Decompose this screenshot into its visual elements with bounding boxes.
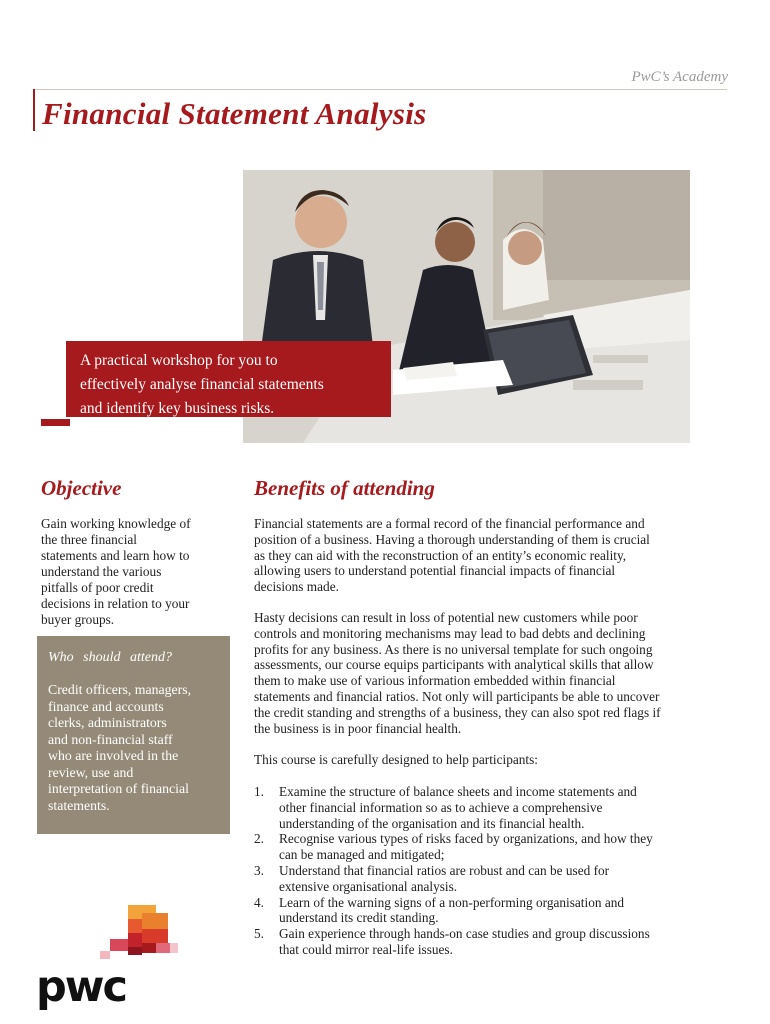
- benefits-line: as they can aid with the reconstruction of an entity’s economic reality,: [254, 547, 627, 563]
- list-item: [254, 784, 740, 831]
- list-item-line: other financial information so as to achieve a comprehensive: [279, 799, 603, 815]
- benefits-line: This course is carefully designed to help participants:: [254, 752, 538, 767]
- list-item: [254, 895, 740, 927]
- benefits-heading: Benefits of attending: [254, 476, 435, 500]
- benefits-line: Financial statements are a formal record of the financial performance and: [254, 516, 645, 531]
- tagline-line: A practical workshop for you to: [80, 352, 278, 369]
- list-item: [254, 926, 740, 958]
- list-item: [254, 831, 740, 863]
- header-rule: [33, 89, 727, 90]
- list-item-number: 1.: [254, 784, 264, 799]
- header-accent-bar: [33, 89, 35, 131]
- objective-line: understand the various: [41, 564, 162, 579]
- tagline-line: effectively analyse financial statements: [80, 376, 324, 393]
- who-line: who are involved in the: [48, 748, 179, 763]
- benefits-line: them to make use of various information embedded within financial: [254, 673, 616, 689]
- list-item-line: Learn of the warning signs of a non-performing organisation and: [279, 894, 625, 910]
- list-item-number: 5.: [254, 926, 264, 942]
- objective-line: Gain working knowledge of: [41, 516, 191, 531]
- pwc-logo-blocks-icon: [100, 905, 180, 963]
- who-should-attend-box: [37, 636, 230, 834]
- list-item-line: Gain experience through hands-on case studies and group discussions: [279, 926, 650, 942]
- benefits-line: profits for any business. As there is no universal template for such ongoing: [254, 641, 653, 657]
- list-item: [254, 863, 740, 895]
- list-item-line: understanding of the organisation and its financial health.: [279, 815, 585, 831]
- who-line: and non-financial staff: [48, 731, 173, 747]
- red-accent-tab: [41, 419, 70, 426]
- benefits-line: the credit standing and strengths of a business, they can also spot red flags if: [254, 704, 661, 720]
- list-item-number: 3.: [254, 862, 264, 878]
- who-should-attend-text: [48, 682, 220, 814]
- list-item-number: 4.: [254, 894, 264, 910]
- list-item-line: understand its credit standing.: [279, 910, 439, 926]
- page-title: Financial Statement Analysis: [42, 96, 427, 131]
- benefits-line: Hasty decisions can result in loss of potential new customers while poor: [254, 610, 638, 625]
- who-should-attend-heading: Who should attend?: [48, 650, 172, 665]
- benefits-intro-line: [254, 752, 740, 768]
- who-line: interpretation of financial: [48, 781, 189, 796]
- who-line: statements.: [48, 797, 110, 813]
- objective-text: [41, 516, 226, 628]
- benefits-line: decisions made.: [254, 579, 339, 595]
- benefits-line: the business is in poor financial health.: [254, 720, 462, 736]
- list-item-line: Examine the structure of balance sheets and income statements and: [279, 784, 637, 799]
- list-item-number: 2.: [254, 831, 264, 847]
- pwc-logo-wordmark: pwc: [36, 962, 126, 1012]
- list-item-line: that could mirror real-life issues.: [279, 941, 453, 957]
- list-item-line: Understand that financial ratios are robust and can be used for: [279, 862, 610, 878]
- benefits-line: position of a business. Having a thorough understanding of them is crucial: [254, 531, 650, 547]
- benefits-paragraph-1: [254, 516, 740, 595]
- objective-line: the three financial: [41, 532, 137, 547]
- who-line: Credit officers, managers,: [48, 682, 192, 697]
- who-line: finance and accounts: [48, 698, 164, 714]
- who-line: clerks, administrators: [48, 715, 167, 730]
- benefits-line: controls and monitoring mechanisms may lead to bad debts and declining: [254, 625, 646, 641]
- benefits-paragraph-2: [254, 610, 740, 736]
- objective-line: decisions in relation to your: [41, 596, 190, 611]
- benefits-line: statements and financial ratios. Not only will participants be able to uncover: [254, 688, 660, 704]
- list-item-line: can be managed and mitigated;: [279, 847, 445, 863]
- tagline-box: [66, 341, 391, 417]
- objective-line: pitfalls of poor credit: [41, 580, 154, 595]
- objective-line: statements and learn how to: [41, 548, 190, 563]
- objective-line: buyer groups.: [41, 612, 115, 627]
- academy-label: PwC’s Academy: [631, 69, 728, 85]
- benefits-list: [254, 784, 740, 958]
- who-line: review, use and: [48, 764, 134, 780]
- benefits-line: allowing users to understand potential financial impacts of financial: [254, 563, 616, 579]
- benefits-line: assessments, our course equips participants with analytical skills that allow: [254, 657, 654, 673]
- list-item-line: Recognise various types of risks faced by organizations, and how they: [279, 831, 653, 847]
- tagline-line: and identify key business risks.: [80, 400, 275, 417]
- objective-heading: Objective: [41, 476, 122, 500]
- list-item-line: extensive organisational analysis.: [279, 878, 458, 894]
